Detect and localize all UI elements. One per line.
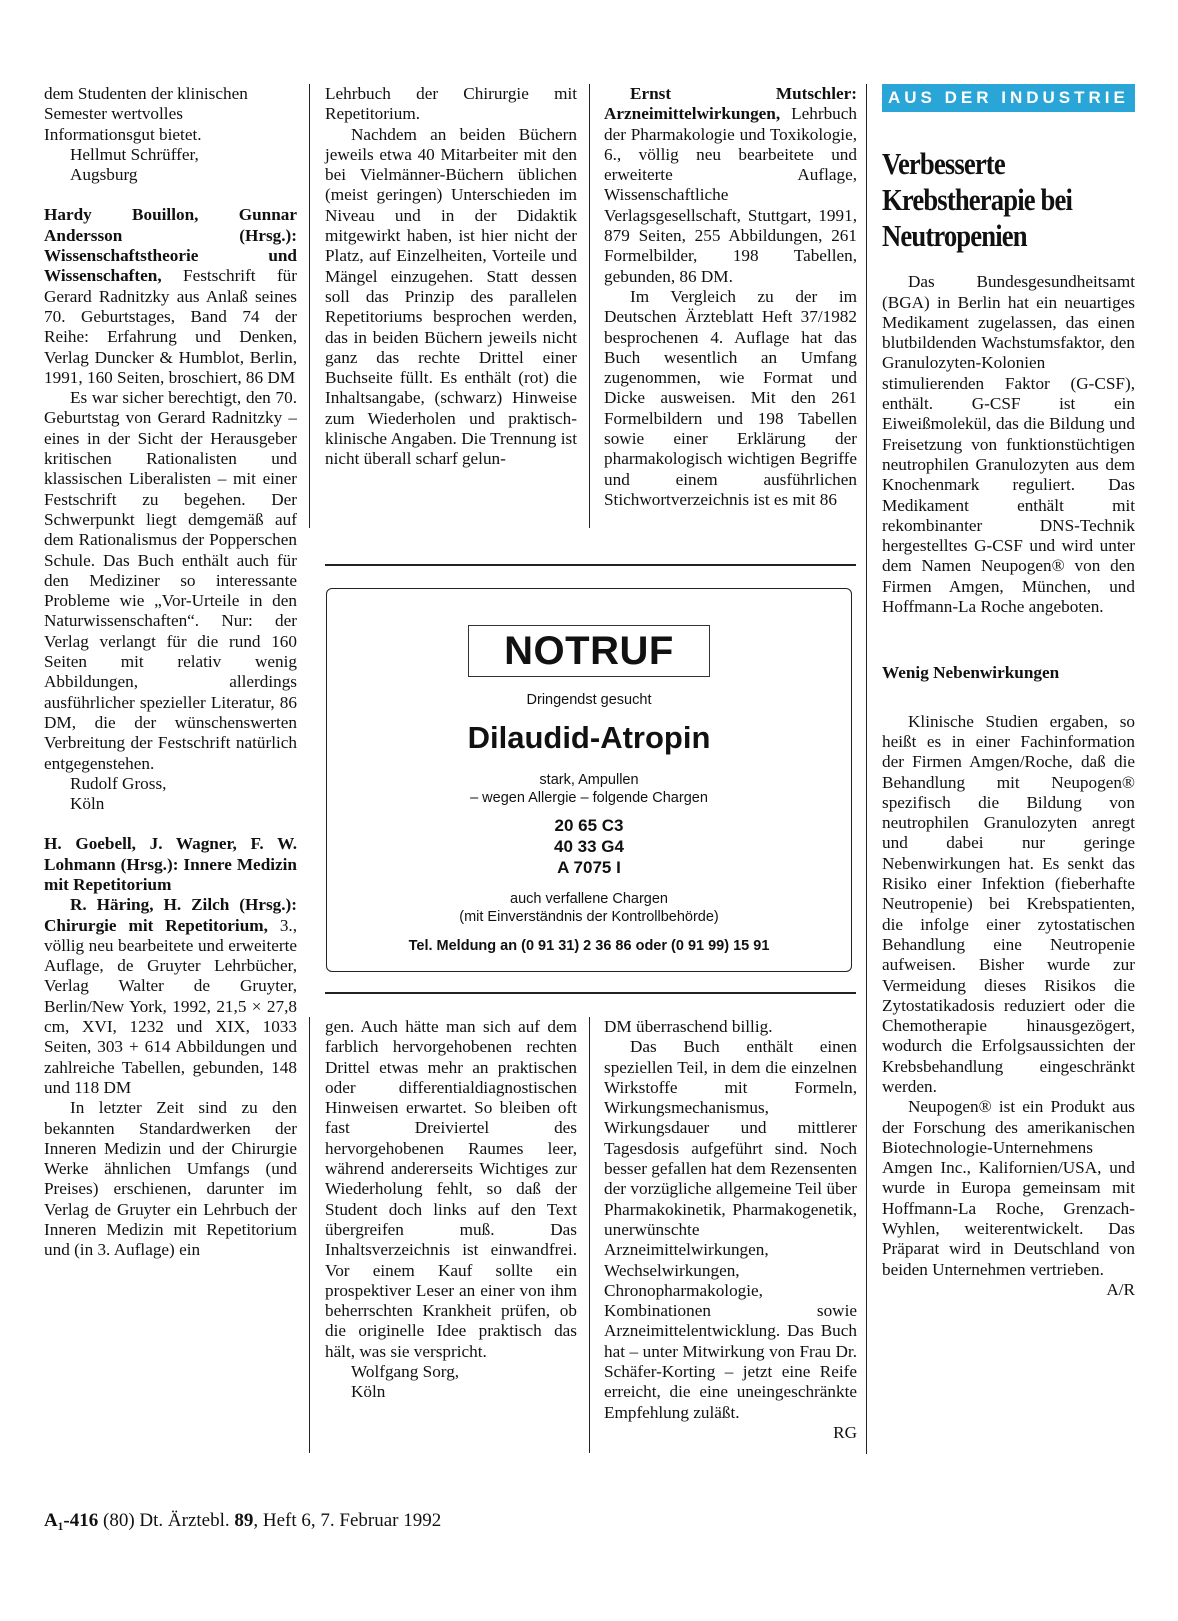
column-divider <box>866 84 867 1454</box>
column-divider <box>589 84 590 528</box>
column-2-top <box>325 84 577 470</box>
column-4 <box>882 84 1135 1300</box>
paragraph: Das Bundesgesundheitsamt (BGA) in Berlin hat ein neuartiges Medikament zugelassen, das einen blutbildenden Wachstumsfaktor, den Granulozyten-Kolonien stimulierenden Faktor (G-CSF), enthält. G-CSF ist ein Eiweißmolekül, das die Bildung und Freisetzung von funktionstüchtigen neutrophilen Granulozyten aus dem Knochenmark reguliert. Das Medikament enthält mit rekombinanter DNS-Technik hergestelltes G-CSF und wird unter dem Namen Neupogen® von den Firmen Amgen, München, und Hoffmann-La Roche angeboten. <box>882 272 1135 617</box>
column-divider <box>309 84 310 528</box>
ad-form: stark, Ampullen <box>539 772 639 788</box>
column-1 <box>44 84 297 1261</box>
review-meta: Lehrbuch der Pharmakologie und Toxikologie, 6., völlig neu bearbeitete und erweiterte Auflage, Wissenschaftliche Verlagsgesellschaft, Stuttgart, 1991, 879 Seiten, 255 Abbildungen, 261 Formelbilder, 198 Tabellen, gebunden, 86 DM. <box>604 104 857 286</box>
footer-volume: 89 <box>234 1510 254 1531</box>
page-number: A₁-416 <box>44 1510 99 1531</box>
paragraph: Neupogen® ist ein Produkt aus der Forschung des amerikanischen Biotechnologie-Unternehmens Amgen Inc., Kalifornien/USA, und wurde in Europa gemeinsam mit Hoffmann-La Roche, Grenzach-Wyhlen, weiterentwickelt. Das Präparat wird in Deutschland von beiden Unternehmen vertrieben. <box>882 1097 1135 1279</box>
ad-consent: (mit Einverständnis der Kontrollbehörde) <box>459 909 719 925</box>
ad-batch-code: 20 65 C3 <box>554 816 624 835</box>
page-footer <box>44 1510 441 1532</box>
notruf-advertisement <box>326 588 852 972</box>
column-3-top <box>604 84 857 510</box>
review-meta: 3., völlig neu bearbeitete und erweiterte Auflage, de Gruyter Lehrbücher, Verlag Walter de Gruyter, Berlin/New York, 1992, 21,5 × 27,8 cm, XVI, 1232 und XIX, 1033 Seiten, 303 + 614 Abbildungen und zahlreiche Tabellen, gebunden, 148 und 118 DM <box>44 915 297 1097</box>
review-title: R. Häring, H. Zilch (Hrsg.): Chirurgie mit Repetitorium, <box>44 895 297 935</box>
review-citation <box>44 895 297 1098</box>
signature-place: Köln <box>351 1382 386 1402</box>
ad-drug-name: Dilaudid-Atropin <box>467 720 711 755</box>
ad-batch-code: A 7075 I <box>557 858 621 877</box>
signature: RG <box>833 1422 857 1442</box>
ad-telephone: Tel. Meldung an (0 91 31) 2 36 86 oder (0 91 99) 15 91 <box>408 938 770 954</box>
paragraph: DM überraschend billig. <box>604 1017 773 1036</box>
paragraph: Es war sicher berechtigt, den 70. Geburtstag von Gerard Radnitzky – eines in der Sicht der Herausgeber kritischen Rationalisten und klassischen Liberalisten – mit einer Festschrift zu begehen. Der Schwerpunkt liegt demgemäß auf dem Rationalismus der Popperschen Schule. Das Buch enthält auch für den Mediziner so interessante Probleme wie „Vor-Urteile in den Naturwissenschaften“. Nur: der Verlag verlangt für die rund 160 Seiten mit relativ wenig Abbildungen, allerdings ausführlicher spezieller Literatur, 86 DM, die der wünschenswerten Verbreitung der Festschrift natürlich entgegenstehen. <box>44 388 297 773</box>
signature-name: Rudolf Gross, <box>70 773 167 793</box>
ad-top-rule <box>325 564 856 566</box>
footer-issue: , Heft 6, 7. Februar 1992 <box>253 1510 442 1531</box>
column-3-bottom <box>604 1017 857 1443</box>
review-title: H. Goebell, J. Wagner, F. W. Lohmann (Hrsg.): Innere Medizin mit Repetitorium <box>44 834 297 894</box>
paragraph: dem Studenten der klinischen Semester wertvolles Informationsgut bietet. <box>44 84 248 144</box>
column-divider <box>589 1017 590 1453</box>
article-headline: Verbesserte Krebstherapie bei Neutropenien <box>882 146 1073 254</box>
signature-place: Augsburg <box>70 165 138 185</box>
review-citation <box>44 834 297 895</box>
column-2-bottom <box>325 1017 577 1403</box>
review-title: Hardy Bouillon, Gunnar Andersson (Hrsg.): Wissenschaftstheorie und Wissenschaften, <box>44 205 297 286</box>
ad-expired: auch verfallene Chargen <box>510 891 668 907</box>
signature-place: Köln <box>70 794 105 814</box>
paragraph: Klinische Studien ergaben, so heißt es in einer Fachinformation der Firmen Amgen/Roche, daß die Behandlung mit Neupogen® spezifisch die Bildung von neutrophilen Granulozyten anregt und dabei nur geringe Nebenwirkungen hat. Es senkt das Risiko einer Infektion (fieberhafte Neutropenie) bei Krebspatienten, die infolge einer zytostatischen Behandlung eine Neutropenie aufweisen. Bisher wurde zur Vermeidung dieses Risikos die Zytostatikadosis reduziert oder die Chemotherapie hinausgezögert, wodurch die Erfolgsaussichten der Krebsbehandlung eingeschränkt werden. <box>882 711 1135 1096</box>
paragraph: Das Buch enthält einen speziellen Teil, in dem die einzelnen Wirkstoffe mit Formeln, Wirkungsmechanismus, Wirkungsdauer und mittlerer Tagesdosis aufgeführt sind. Noch besser gefallen hat dem Rezensenten der vorzügliche allgemeine Teil über Pharmakokinetik, Pharmakogenetik, unerwünschte Arzneimittelwirkungen, Wechselwirkungen, Chronopharmakologie, Kombinationen sowie Arzneimittelentwicklung. Das Buch hat – unter Mitwirkung von Frau Dr. Schäfer-Korting – jetzt eine Reife erreicht, die eine uneingeschränkte Empfehlung zuläßt. <box>604 1037 857 1422</box>
column-divider <box>309 1017 310 1453</box>
ad-sought: Dringendst gesucht <box>526 692 652 708</box>
review-citation <box>604 84 857 287</box>
section-banner: AUS DER INDUSTRIE <box>882 84 1135 112</box>
ad-title: NOTRUF <box>468 625 710 677</box>
signature-name: Hellmut Schrüffer, <box>70 144 199 164</box>
paragraph: Im Vergleich zu der im Deutschen Ärzteblatt Heft 37/1982 besprochenen 4. Auflage hat das Buch wesentlich an Umfang zugenommen, wie Format und Dicke ausweisen. Mit den 261 Formelbildern und 198 Tabellen sowie einer Erklärung der pharmakologisch wichtigen Begriffe und einem ausführlichen Stichwortverzeichnis ist es mit 86 <box>604 286 857 509</box>
footer-journal: (80) Dt. Ärztebl. <box>98 1510 235 1531</box>
ad-batch-code: 40 33 G4 <box>554 837 624 856</box>
signature-name: Wolfgang Sorg, <box>351 1362 460 1382</box>
ad-batch-codes <box>327 815 851 878</box>
subheading: Wenig Nebenwirkungen <box>882 663 1060 683</box>
signature: A/R <box>1106 1279 1135 1299</box>
ad-reason: – wegen Allergie – folgende Chargen <box>470 790 708 806</box>
paragraph: gen. Auch hätte man sich auf dem farblich hervorgehobenen rechten Drittel etwas mehr an praktischen oder differentialdiagnostischen Hinweisen erwartet. So bleiben oft fast Dreiviertel des hervorgehobenen Raumes leer, während andererseits Wichtiges zur Wiederholung fehlt, so daß der Student doch links auf den Text übergreifen muß. Das Inhaltsverzeichnis ist einwandfrei. Vor einem Kauf sollte ein prospektiver Leser an einer von ihm beherrschten Krankheit prüfen, ob die originelle Idee praktisch das hält, was sie verspricht. <box>325 1017 577 1361</box>
review-meta: Festschrift für Gerard Radnitzky aus Anlaß seines 70. Geburtstages, Band 74 der Reihe: Erfahrung und Denken, Verlag Duncker & Humblot, Berlin, 1991, 160 Seiten, broschiert, 86 DM <box>44 266 297 387</box>
paragraph: In letzter Zeit sind zu den bekannten Standardwerken der Inneren Medizin und der Chirurgie Werke ähnlichen Umfangs (und Preises) erschienen, darunter im Verlag de Gruyter ein Lehrbuch der Inneren Medizin mit Repetitorium und (in 3. Auflage) ein <box>44 1098 297 1260</box>
paragraph: Lehrbuch der Chirurgie mit Repetitorium. <box>325 84 577 124</box>
paragraph: Nachdem an beiden Büchern jeweils etwa 40 Mitarbeiter mit den bei Vielmänner-Büchern üblichen (meist geringen) Unterschieden im Niveau und in der Didaktik mitgewirkt haben, ist hier nicht der Platz, auf Einzelheiten, Vorteile und Mängel einzugehen. Statt dessen soll das Prinzip des parallelen Repetitoriums besprochen werden, das in beiden Büchern jeweils nicht ganz das rechte Drittel einer Buchseite füllt. Es enthält (rot) die Inhaltsangabe, (schwarz) Hinweise zum Wiederholen und praktisch-klinische Angaben. Die Trennung ist nicht überall scharf gelun- <box>325 124 577 469</box>
review-citation <box>44 205 297 388</box>
review-title: Ernst Mutschler: Arzneimittelwirkungen, <box>604 84 857 124</box>
ad-bottom-rule <box>325 992 856 994</box>
